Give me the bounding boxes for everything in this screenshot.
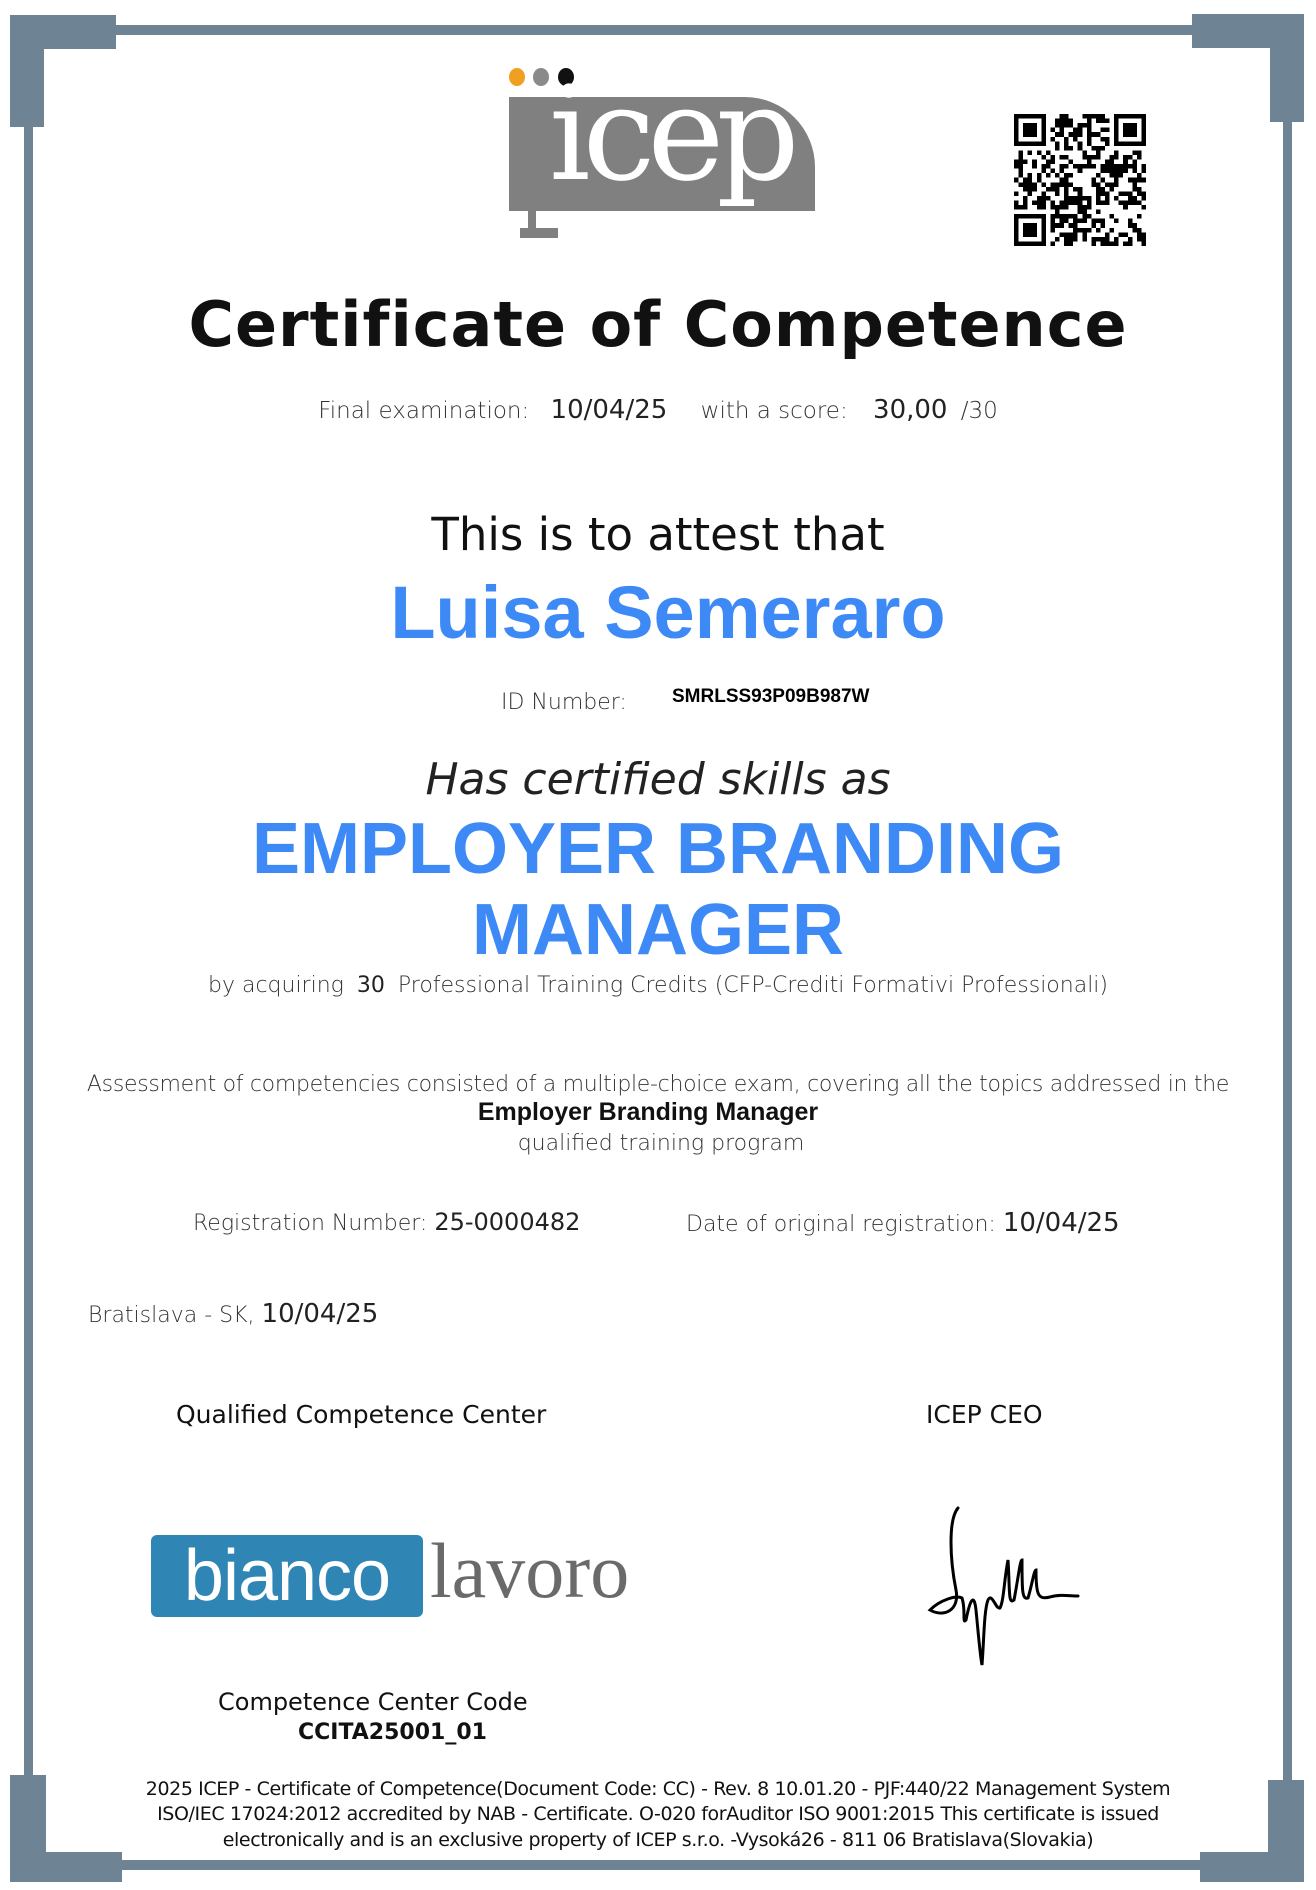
id-label: ID Number: bbox=[501, 690, 627, 715]
registration-date-label: Date of original registration: bbox=[686, 1212, 996, 1237]
ceo-title: ICEP CEO bbox=[926, 1400, 1043, 1429]
credits-suffix: Professional Training Credits (CFP-Crediti Formativi Professionali) bbox=[397, 973, 1108, 998]
score-value: 30,00 bbox=[873, 395, 948, 425]
frame-bottom-bar bbox=[40, 1860, 1280, 1870]
footer-line-1: 2025 ICEP - Certificate of Competence(Document Code: CC) - Rev. 8 10.01.20 - PJF:440/22 Management System bbox=[145, 1778, 1171, 1800]
attest-text: This is to attest that bbox=[431, 508, 885, 561]
icep-logo-foot bbox=[520, 228, 558, 238]
assessment-program: Employer Branding Manager bbox=[477, 1098, 819, 1126]
certificate-title: Certificate of Competence bbox=[188, 288, 1128, 361]
registration-date bbox=[686, 1208, 1120, 1238]
biancolavoro-logo bbox=[151, 1535, 423, 1617]
icep-logo-stem bbox=[528, 211, 536, 229]
assessment-line-1: Assessment of competencies consisted of a multiple-choice exam, covering all the topics addressed in the bbox=[86, 1072, 1230, 1097]
frame-top-bar bbox=[40, 25, 1280, 35]
recipient-name: Luisa Semeraro bbox=[390, 571, 946, 654]
footer-line-2: ISO/IEC 17024:2012 accredited by NAB - Certificate. O-020 forAuditor ISO 9001:2015 This certificate is issued bbox=[157, 1803, 1159, 1825]
logo-part-bianco: bianco bbox=[183, 1536, 391, 1616]
qualification-line-2: MANAGER bbox=[472, 890, 844, 970]
qr-code-icon bbox=[1014, 114, 1146, 246]
exam-label: Final examination: bbox=[318, 398, 530, 424]
credits-prefix: by acquiring bbox=[207, 973, 344, 998]
frame-corner-tl-v bbox=[10, 15, 44, 127]
registration-number-value: 25-0000482 bbox=[434, 1208, 581, 1236]
center-code-value: CCITA25001_01 bbox=[298, 1720, 487, 1745]
ceo-signature bbox=[900, 1500, 1090, 1670]
exam-date: 10/04/25 bbox=[550, 395, 668, 425]
center-code-label: Competence Center Code bbox=[218, 1688, 528, 1716]
logo-dot-gray bbox=[533, 68, 549, 86]
footer-line-3: electronically and is an exclusive property of ICEP s.r.o. -Vysoká26 - 811 06 Bratislava(Slovakia) bbox=[222, 1829, 1094, 1851]
registration-date-value: 10/04/25 bbox=[1002, 1208, 1120, 1238]
credits-value: 30 bbox=[356, 973, 385, 998]
competence-center-title: Qualified Competence Center bbox=[176, 1400, 547, 1429]
exam-line bbox=[0, 395, 1316, 425]
place-date-value: 10/04/25 bbox=[261, 1299, 379, 1329]
icep-logo-text: icep bbox=[549, 58, 792, 210]
certified-as-text: Has certified skills as bbox=[425, 754, 891, 805]
registration-number bbox=[193, 1208, 580, 1236]
logo-dot-orange bbox=[509, 68, 525, 86]
assessment-line-3: qualified training program bbox=[517, 1131, 805, 1156]
score-label: with a score: bbox=[700, 398, 848, 424]
id-value: SMRLSS93P09B987W bbox=[672, 686, 870, 707]
logo-part-lavoro: lavoro bbox=[430, 1527, 630, 1614]
frame-corner-tr-v bbox=[1270, 14, 1304, 122]
score-max: /30 bbox=[960, 398, 998, 424]
icep-logo bbox=[509, 58, 815, 211]
qualification-line-1: EMPLOYER BRANDING bbox=[251, 809, 1065, 889]
registration-number-label: Registration Number: bbox=[193, 1211, 428, 1236]
place-city: Bratislava - SK, bbox=[88, 1303, 255, 1328]
place-date bbox=[88, 1299, 378, 1329]
credits-line bbox=[0, 973, 1316, 998]
